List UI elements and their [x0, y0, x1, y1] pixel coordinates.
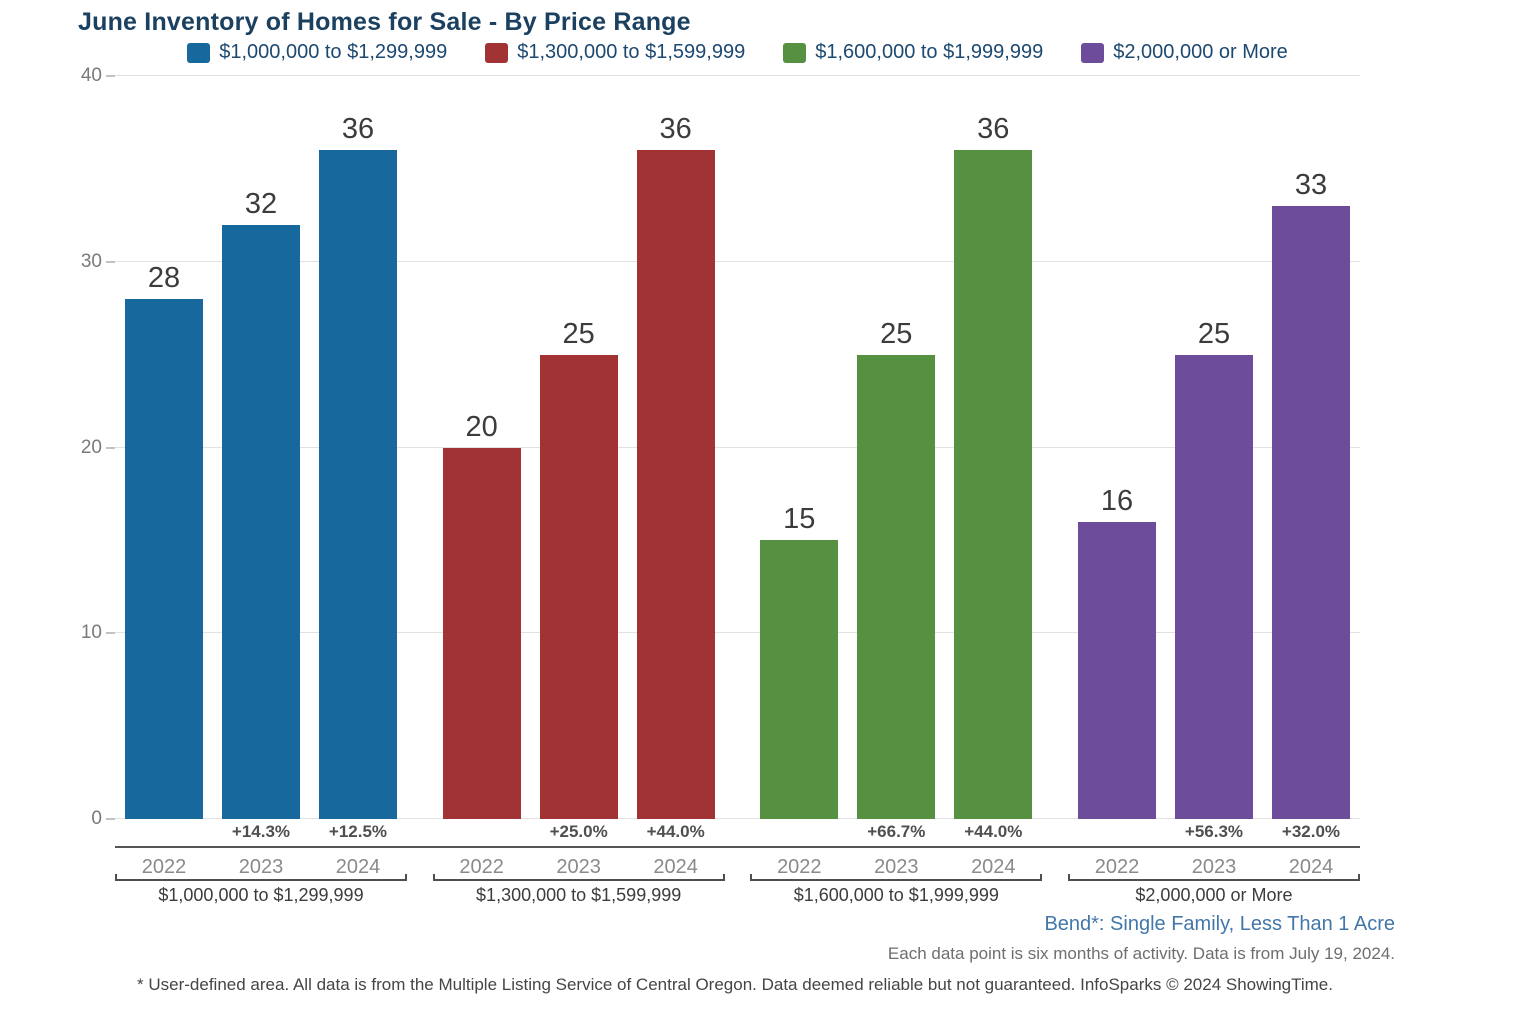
- y-tick-mark: [106, 447, 115, 449]
- bar-value-label: 16: [1100, 484, 1134, 517]
- percent-change-row: [115, 822, 1360, 842]
- percent-change-label: +25.0%: [549, 822, 608, 841]
- area-filter-label: Bend*: Single Family, Less Than 1 Acre: [1044, 913, 1395, 935]
- legend-item-label: $1,000,000 to $1,299,999: [219, 41, 448, 63]
- bar-2022-1-300-000-to-1-599-999[interactable]: [443, 410, 521, 820]
- bar-value-label: 25: [562, 317, 595, 350]
- percent-change-label: [760, 822, 838, 842]
- bar-value-label: 20: [465, 410, 498, 443]
- x-tick-label-year: 2024: [971, 856, 1016, 878]
- percent-change-label: [125, 822, 203, 842]
- bar-2023-1-600-000-to-1-999-999[interactable]: [857, 317, 935, 819]
- chart-title: June Inventory of Homes for Sale - By Price Range: [78, 8, 691, 36]
- legend-swatch-icon: [187, 43, 210, 63]
- x-tick-label-year: 2022: [141, 856, 187, 878]
- legend-item-label: $2,000,000 or More: [1113, 41, 1288, 63]
- bar-2023-1-300-000-to-1-599-999[interactable]: [540, 317, 618, 819]
- legend-item-1-000-000-to-1-299-999[interactable]: [187, 41, 447, 64]
- x-tick-label-year: 2023: [556, 856, 601, 878]
- bar-value-label: 36: [659, 113, 692, 146]
- x-tick-label-year: 2023: [1191, 856, 1237, 878]
- bar-group-1-600-000-to-1-999-999: [750, 76, 1042, 819]
- price-range-label: $1,300,000 to $1,599,999: [476, 885, 682, 905]
- percent-change-label: [443, 822, 521, 842]
- x-tick-label-year: 2022: [1094, 856, 1140, 878]
- percent-change-label: +32.0%: [1281, 822, 1341, 841]
- legend-swatch-icon: [1081, 43, 1104, 63]
- y-tick-label: 0: [91, 808, 102, 829]
- group-bracket: [433, 874, 725, 881]
- bar-value-label: 33: [1294, 169, 1328, 202]
- bar-value-label: 36: [341, 113, 375, 146]
- bar-2022-1-000-000-to-1-299-999[interactable]: [125, 261, 203, 819]
- disclaimer: * User-defined area. All data is from the Multiple Listing Service of Central Oregon. Data deemed reliable but not guaranteed. InfoSparks © 2024 ShowingTime.: [137, 975, 1333, 994]
- price-range-group-2-000-000-or-more: [1068, 874, 1360, 906]
- bar-2022-2-000-000-or-more[interactable]: [1078, 484, 1156, 819]
- bar-2024-2-000-000-or-more[interactable]: [1272, 169, 1350, 819]
- bar-value-label: 32: [244, 187, 278, 220]
- price-range-group-1-300-000-to-1-599-999: [433, 874, 725, 906]
- y-tick-label: 40: [80, 65, 102, 86]
- price-range-group-1-600-000-to-1-999-999: [750, 874, 1042, 906]
- bar-value-label: 28: [147, 261, 181, 294]
- plot-area: [115, 76, 1360, 819]
- y-tick-mark: [106, 632, 115, 634]
- bar-2024-1-600-000-to-1-999-999[interactable]: [954, 113, 1032, 819]
- legend-swatch-icon: [783, 43, 806, 63]
- percent-change-label: +44.0%: [964, 822, 1023, 841]
- group-bracket-row: [115, 874, 1360, 906]
- bar-2024-1-000-000-to-1-299-999[interactable]: [319, 113, 397, 819]
- percent-change-label: +56.3%: [1184, 822, 1244, 841]
- x-tick-label-year: 2022: [459, 856, 504, 878]
- bar-2023-1-000-000-to-1-299-999[interactable]: [222, 187, 300, 819]
- y-tick-label: 30: [80, 250, 102, 272]
- percent-change-label: +44.0%: [646, 822, 705, 841]
- bar-value-label: 25: [880, 317, 913, 350]
- price-range-label: $1,000,000 to $1,299,999: [158, 885, 364, 905]
- legend-swatch-icon: [485, 43, 508, 63]
- percent-change-label: +66.7%: [867, 822, 926, 841]
- bar-2024-1-300-000-to-1-599-999[interactable]: [637, 113, 715, 819]
- bar-2023-2-000-000-or-more[interactable]: [1175, 317, 1253, 819]
- percent-change-label: +12.5%: [328, 822, 388, 841]
- bar-groups: [115, 76, 1360, 819]
- x-tick-label-year: 2024: [1288, 856, 1334, 878]
- x-tick-label-year: 2022: [777, 856, 822, 878]
- x-tick-label-year: 2024: [335, 856, 381, 878]
- price-range-group-1-000-000-to-1-299-999: [115, 874, 407, 906]
- data-note: Each data point is six months of activity. Data is from July 19, 2024.: [887, 944, 1395, 963]
- legend-item-label: $1,600,000 to $1,999,999: [815, 41, 1044, 63]
- legend-item-1-300-000-to-1-599-999[interactable]: [485, 41, 745, 64]
- legend-item-label: $1,300,000 to $1,599,999: [517, 41, 746, 63]
- y-tick-label: 20: [80, 436, 102, 458]
- price-range-label: $2,000,000 or More: [1135, 885, 1293, 905]
- x-axis-separator-line: [115, 846, 1360, 848]
- x-tick-label-year: 2023: [238, 856, 284, 878]
- legend-item-1-600-000-to-1-999-999[interactable]: [783, 41, 1043, 64]
- bar-value-label: 25: [1197, 317, 1231, 350]
- group-bracket: [750, 874, 1042, 881]
- price-range-label: $1,600,000 to $1,999,999: [793, 885, 999, 905]
- y-tick-mark: [106, 818, 115, 820]
- chart-legend: [115, 41, 1360, 64]
- x-tick-label-year: 2024: [653, 856, 698, 878]
- bar-2022-1-600-000-to-1-999-999[interactable]: [760, 503, 838, 819]
- bar-group-1-300-000-to-1-599-999: [433, 76, 725, 819]
- percent-change-label: [1078, 822, 1156, 842]
- bar-group-1-000-000-to-1-299-999: [115, 76, 407, 819]
- bar-group-2-000-000-or-more: [1068, 76, 1360, 819]
- legend-item-2-000-000-or-more[interactable]: [1081, 41, 1288, 64]
- group-bracket: [1068, 874, 1360, 881]
- bar-value-label: 15: [783, 503, 816, 536]
- percent-change-label: +14.3%: [231, 822, 291, 841]
- group-bracket: [115, 874, 407, 881]
- y-tick-mark: [106, 75, 115, 77]
- bar-value-label: 36: [977, 113, 1010, 146]
- y-tick-label: 10: [80, 622, 102, 644]
- x-tick-label-year: 2023: [874, 856, 919, 878]
